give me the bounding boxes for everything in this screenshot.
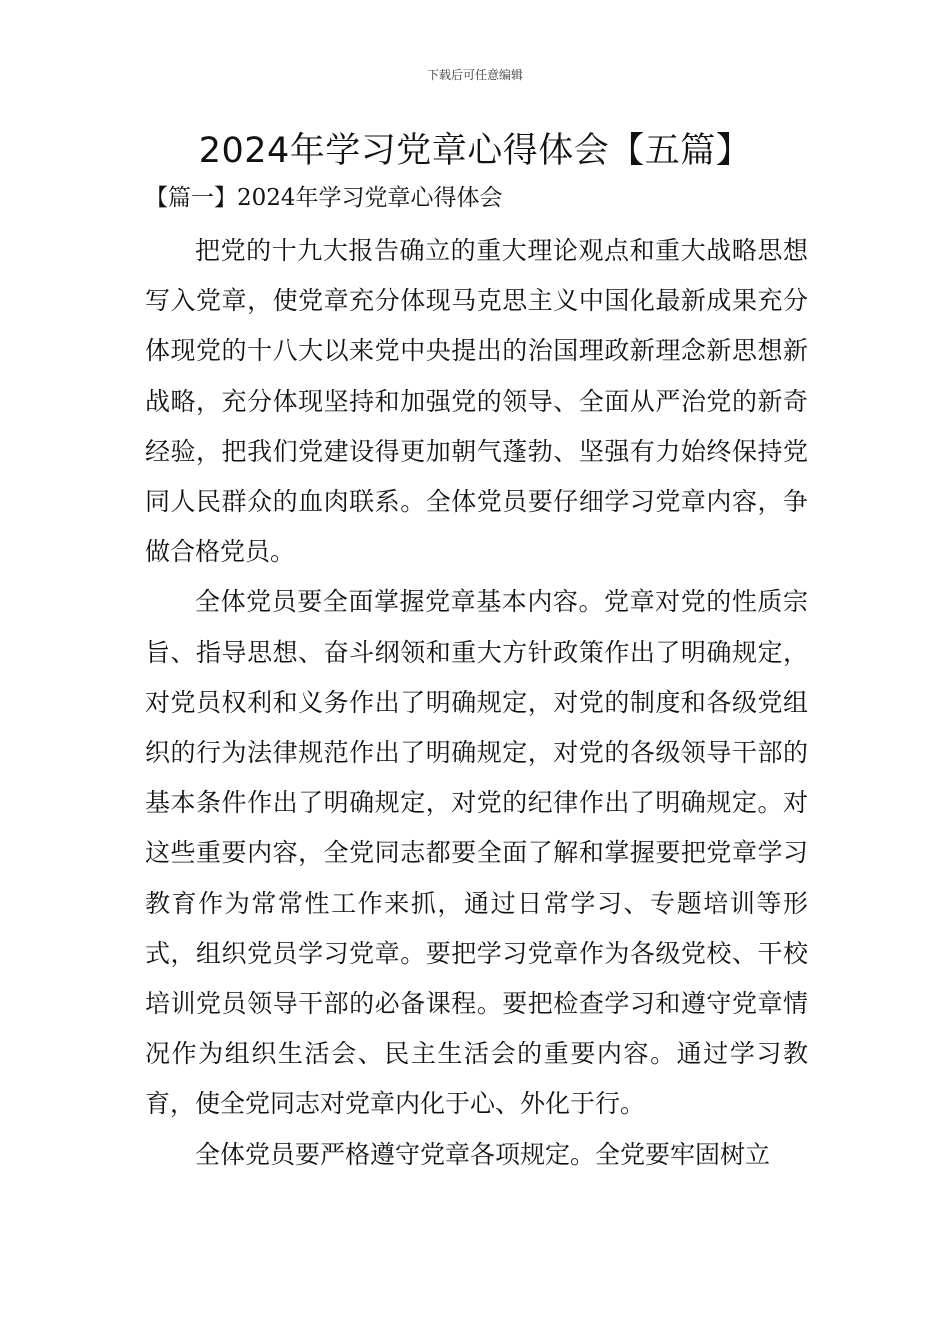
header-note: 下载后可任意编辑 bbox=[426, 68, 523, 82]
paragraph-3: 全体党员要严格遵守党章各项规定。全党要牢固树立 bbox=[195, 1139, 771, 1169]
paragraph-2: 全体党员要全面掌握党章基本内容。党章对党的性质宗旨、指导思想、奋斗纲领和重大方针政策作出了明确规定，对党员权利和义务作出了明确规定，对党的制度和各级党组织的行为法律规范作出了明确规定，对党的各级领导干部的基本条件作出了明确规定，对党的纪律作出了明确规定。对这些重要内容，全党同志都要全面了解和掌握要把党章学习教育作为常常性工作来抓，通过日常学习、专题培训等形式，组织党员学习党章。要把学习党章作为各级党校、干校培训党员领导干部的必备课程。要把检查学习和遵守党章情况作为组织生活会、民主生活会的重要内容。通过学习教育，使全党同志对党章内化于心、外化于行。 bbox=[145, 587, 808, 1119]
document-body bbox=[145, 226, 808, 1180]
paragraph-1: 把党的十九大报告确立的重大理论观点和重大战略思想写入党章，使党章充分体现马克思主义中国化最新成果充分体现党的十八大以来党中央提出的治国理政新理念新思想新战略，充分体现坚持和加强党的领导、全面从严治党的新奇经验，把我们党建设得更加朝气蓬勃、坚强有力始终保持党同人民群众的血肉联系。全体党员要仔细学习党章内容，争做合格党员。 bbox=[145, 236, 808, 567]
document-title: 2024年学习党章心得体会【五篇】 bbox=[198, 131, 752, 171]
section-heading: 【篇一】2024年学习党章心得体会 bbox=[145, 185, 503, 211]
